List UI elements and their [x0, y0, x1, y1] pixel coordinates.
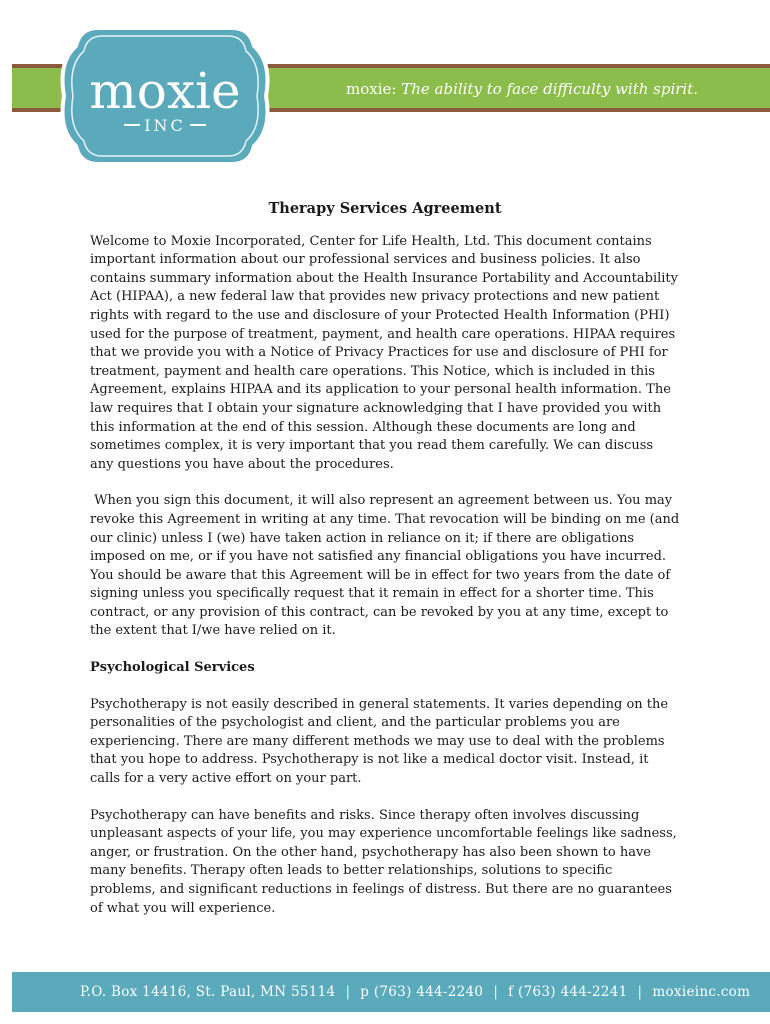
footer-separator: |	[493, 984, 499, 1000]
tagline-brand: moxie:	[346, 80, 397, 98]
section-heading-psychological-services: Psychological Services	[90, 660, 255, 676]
footer-separator: |	[637, 984, 643, 1000]
tagline	[346, 79, 698, 99]
footer-separator: |	[345, 984, 351, 1000]
footer-fax: f (763) 444-2241	[508, 984, 628, 1000]
services-paragraph-2: Psychotherapy can have benefits and risks. Since therapy often involves discussing unpleasant aspects of your life, you may experience uncomfortable feelings like sadness, anger, or frustration. On the other hand, psychotherapy has also been shown to have many benefits. Therapy often leads to better relationships, solutions to specific problems, and significant reductions in feelings of distress. But there are no guarantees of what you will experience.	[90, 807, 677, 916]
footer-phone: p (763) 444-2240	[360, 984, 484, 1000]
footer-address: P.O. Box 14416, St. Paul, MN 55114	[80, 984, 336, 1000]
services-paragraph-1: Psychotherapy is not easily described in general statements. It varies depending on the personalities of the psychologist and client, and the particular problems you are experiencing. There are many different methods we may use to deal with the problems that you hope to address. Psychotherapy is not like a medical doctor visit. Instead, it calls for a very active effort on your part.	[90, 696, 669, 787]
logo-wordmark: moxie	[89, 62, 241, 120]
tagline-text: The ability to face difficulty with spirit.	[401, 80, 699, 98]
agreement-paragraph: When you sign this document, it will also represent an agreement between us. You may revoke this Agreement in writing at any time. That revocation will be binding on me (and our clinic) unless I (we) have taken action in reliance on it; if there are obligations imposed on me, or if you have not satisfied any financial obligations you have incurred. You should be aware that this Agreement will be in effect for two years from the date of signing unless you specifically request that it remain in effect for a shorter time. This contract, or any provision of this contract, can be revoked by you at any time, except to the extent that I/we have relied on it.	[90, 493, 684, 639]
intro-paragraph: Welcome to Moxie Incorporated, Center for Life Health, Ltd. This document contains important information about our professional services and business policies. It also contains summary information about the Health Insurance Portability and Accountability Act (HIPAA), a new federal law that provides new privacy protections and new patient rights with regard to the use and disclosure of your Protected Health Information (PHI) used for the purpose of treatment, payment, and health care operations. HIPAA requires that we provide you with a Notice of Privacy Practices for use and disclosure of PHI for treatment, payment and health care operations. This Notice, which is included in this Agreement, explains HIPAA and its application to your personal health information. The law requires that I obtain your signature acknowledging that I have provided you with this information at the end of this session. Although these documents are long and sometimes complex, it is very important that you read them carefully. We can discuss any questions you have about the procedures.	[90, 233, 678, 472]
footer-band	[12, 972, 770, 1012]
company-logo	[58, 22, 272, 170]
document-body	[90, 200, 684, 936]
footer-website[interactable]: moxieinc.com	[652, 984, 751, 1000]
document-title: Therapy Services Agreement	[268, 200, 502, 217]
logo-subtext: INC	[144, 116, 186, 135]
